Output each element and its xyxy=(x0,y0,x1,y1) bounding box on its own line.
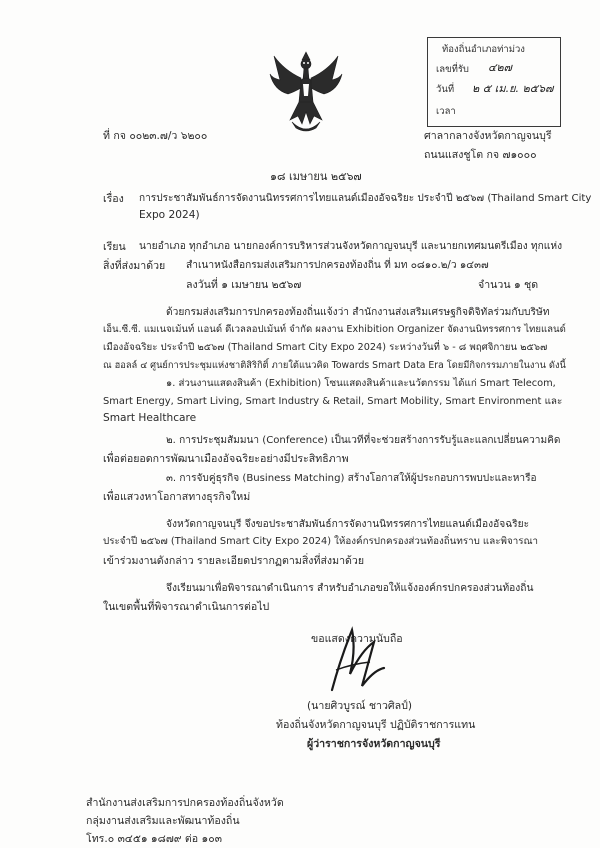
body-p1-line-4: ณ ฮอลล์ ๔ ศูนย์การประชุมแห่งชาติสิริกิติ์ ภายใต้แนวคิด Towards Smart Data Era โดยมีกิจกรรมภายในงาน ดังนี้ xyxy=(103,360,566,371)
signatory-position-1: ท้องถิ่นจังหวัดกาญจนบุรี ปฏิบัติราชการแทน xyxy=(276,719,476,731)
garuda-emblem-icon xyxy=(268,50,344,136)
subject-line-2: Expo 2024) xyxy=(139,209,200,221)
closing-phrase: ขอแสดงความนับถือ xyxy=(311,633,403,645)
reception-stamp xyxy=(427,37,561,127)
body-p1-line-2: เอ็น.ซี.ซี. แมเนจเม้นท์ แอนด์ ดีเวลลอปเม้นท์ จำกัด ผลงาน Exhibition Organizer จัดงานนิทรรศการ ไทยแลนด์ xyxy=(103,324,566,335)
item-1-line-1: ๑. ส่วนงานแสดงสินค้า (Exhibition) โซนแสดงสินค้าและนวัตกรรม ได้แก่ Smart Telecom, xyxy=(166,378,556,389)
body-p3-line-1: จึงเรียนมาเพื่อพิจารณาดำเนินการ สำหรับอำเภอขอให้แจ้งองค์กรปกครองส่วนท้องถิ่น xyxy=(166,583,534,594)
enclosure-label: สิ่งที่ส่งมาด้วย xyxy=(103,260,166,272)
item-3-line-1: ๓. การจับคู่ธุรกิจ (Business Matching) สร้างโอกาสให้ผู้ประกอบการพบปะและหารือ xyxy=(166,473,537,484)
footer-division: กลุ่มงานส่งเสริมและพัฒนาท้องถิ่น xyxy=(86,815,240,827)
stamp-agency: ท้องถิ่นอำเภอท่าม่วง xyxy=(442,44,525,55)
body-p2-line-2: ประจำปี ๒๕๖๗ (Thailand Smart City Expo 2024) ให้องค์กรปกครองส่วนท้องถิ่นทราบ และพิจารณา xyxy=(103,536,539,547)
body-p2-line-3: เข้าร่วมงานดังกล่าว รายละเอียดปรากฏตามสิ่งที่ส่งมาด้วย xyxy=(103,555,365,567)
stamp-received-label: เลขที่รับ xyxy=(436,64,469,75)
document-number: ที่ กจ ๐๐๒๓.๗/ว ๖๒๐๐ xyxy=(103,130,208,142)
item-1-line-3: Smart Healthcare xyxy=(103,412,197,424)
footer-phone: โทร.๐ ๓๔๕๑ ๑๘๗๙ ต่อ ๑๐๓ xyxy=(86,833,222,845)
subject-line-1: การประชาสัมพันธ์การจัดงานนิทรรศการไทยแลนด์เมืองอัจฉริยะ ประจำปี ๒๕๖๗ (Thailand Smart City xyxy=(139,193,592,204)
sender-office: ศาลากลางจังหวัดกาญจนบุรี xyxy=(424,130,552,142)
document-date: ๑๘ เมษายน ๒๕๖๗ xyxy=(270,170,362,183)
sender-road: ถนนแสงชูโต กจ ๗๑๐๐๐ xyxy=(424,149,537,161)
body-p1-line-3: เมืองอัจฉริยะ ประจำปี ๒๕๖๗ (Thailand Smart City Expo 2024) ระหว่างวันที่ ๖ - ๘ พฤศจิกายน ๒๕๖๗ xyxy=(103,342,548,353)
stamp-date-label: วันที่ xyxy=(436,84,455,95)
subject-label: เรื่อง xyxy=(103,193,124,205)
salutation-label: เรียน xyxy=(103,241,126,253)
body-p2-line-1: จังหวัดกาญจนบุรี จึงขอประชาสัมพันธ์การจัดงานนิทรรศการไทยแลนด์เมืองอัจฉริยะ xyxy=(166,519,530,530)
item-2-line-2: เพื่อต่อยอดการพัฒนาเมืองอัจฉริยะอย่างมีประสิทธิภาพ xyxy=(103,453,349,465)
signature-icon xyxy=(322,620,392,698)
salutation-text: นายอำเภอ ทุกอำเภอ นายกองค์การบริหารส่วนจังหวัดกาญจนบุรี และนายกเทศมนตรีเมือง ทุกแห่ง xyxy=(139,241,563,252)
stamp-date: ๒ ๕ เม.ย. ๒๕๖๗ xyxy=(472,82,554,95)
footer-office: สำนักงานส่งเสริมการปกครองท้องถิ่นจังหวัด xyxy=(86,797,284,809)
enclosure-count: จำนวน ๑ ชุด xyxy=(478,279,539,291)
body-p3-line-2: ในเขตพื้นที่พิจารณาดำเนินการต่อไป xyxy=(103,601,270,613)
item-1-line-2: Smart Energy, Smart Living, Smart Industry & Retail, Smart Mobility, Smart Environment และ xyxy=(103,396,563,407)
item-3-line-2: เพื่อแสวงหาโอกาสทางธุรกิจใหม่ xyxy=(103,491,251,503)
item-2-line-1: ๒. การประชุมสัมมนา (Conference) เป็นเวทีที่จะช่วยสร้างการรับรู้และแลกเปลี่ยนความคิด xyxy=(166,435,561,446)
signatory-position-2: ผู้ว่าราชการจังหวัดกาญจนบุรี xyxy=(307,738,441,750)
stamp-time-label: เวลา xyxy=(436,106,456,117)
body-p1-line-1: ด้วยกรมส่งเสริมการปกครองท้องถิ่นแจ้งว่า สำนักงานส่งเสริมเศรษฐกิจดิจิทัลร่วมกับบริษัท xyxy=(166,307,550,318)
enclosure-text: สำเนาหนังสือกรมส่งเสริมการปกครองท้องถิ่น ที่ มท ๐๘๑๐.๒/ว ๑๔๓๗ xyxy=(186,260,489,271)
stamp-received-number: ๔๒๗ xyxy=(488,61,512,74)
signatory-name: (นายศิวบูรณ์ ชาวศิลป์) xyxy=(307,700,412,712)
enclosure-date: ลงวันที่ ๑ เมษายน ๒๕๖๗ xyxy=(186,279,302,291)
